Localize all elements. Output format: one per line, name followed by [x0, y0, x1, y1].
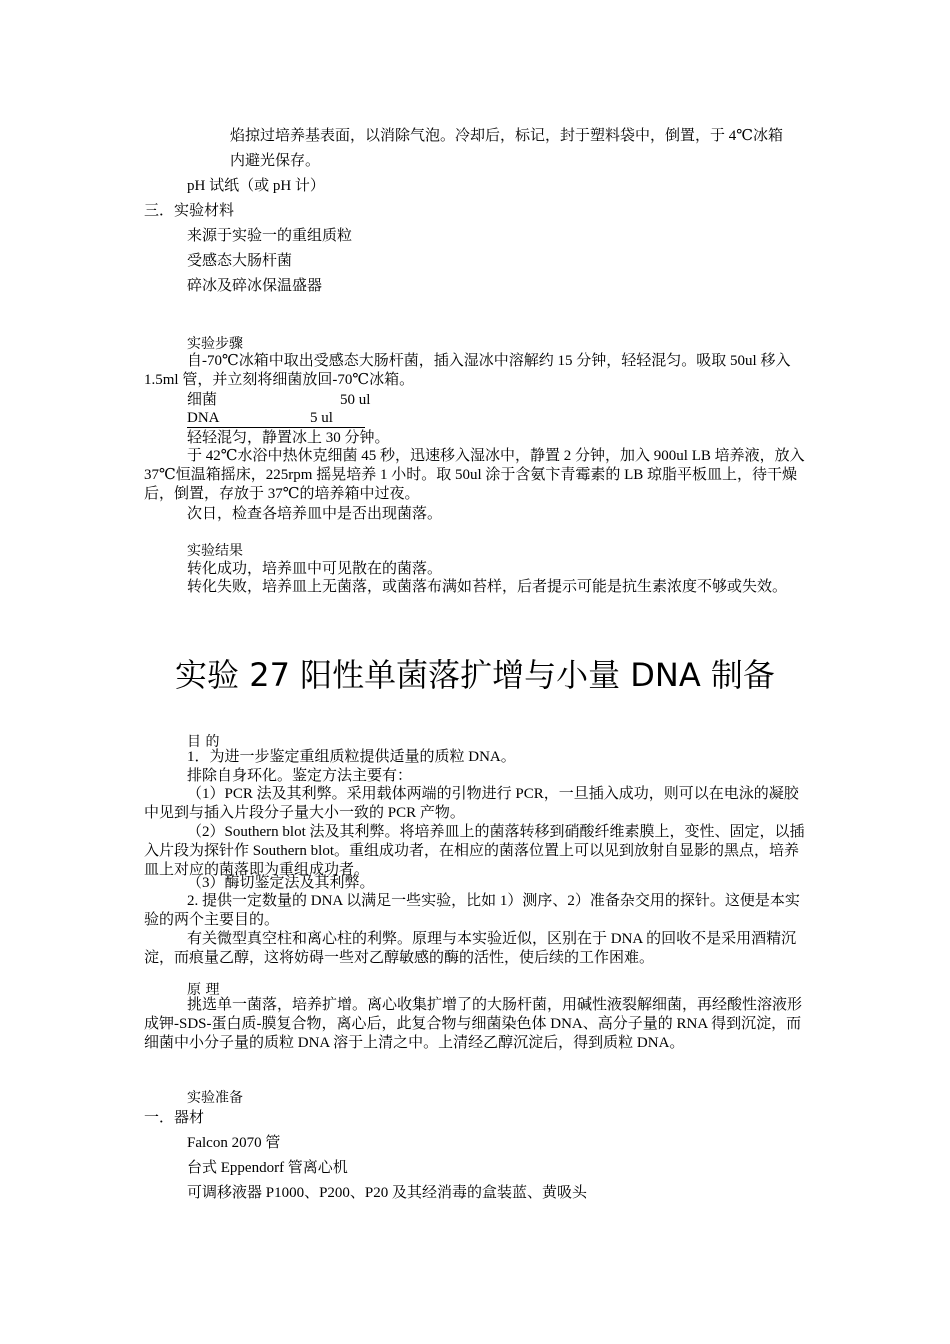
- steps-heading: 实验步骤: [187, 336, 243, 352]
- material-item: 受感态大肠杆菌: [187, 253, 293, 269]
- equipment-item: 可调移液器 P1000、P200、P20 及其经消毒的盒装蓝、黄吸头: [187, 1185, 588, 1201]
- purpose-paragraph-enzyme: （3）酶切鉴定法及其利弊。: [187, 875, 375, 891]
- purpose-paragraph-2: 排除自身环化。鉴定方法主要有：: [187, 768, 413, 784]
- material-item: 碎冰及碎冰保温盛器: [187, 278, 323, 294]
- result-paragraph-1: 转化成功，培养皿中可见散在的菌落。: [187, 561, 443, 577]
- mix-row-bacteria-volume: 50 ul: [340, 392, 371, 408]
- mix-row-dna: [187, 409, 365, 428]
- purpose-paragraph-pcr: （1）PCR 法及其利弊。采用载体两端的引物进行 PCR，一旦插入成功，则可以在电泳的凝胶中见到与插入片段分子量大小一致的 PCR 产物。: [144, 786, 799, 821]
- material-item: 来源于实验一的重组质粒: [187, 228, 353, 244]
- purpose-paragraph-dna-supply: 2. 提供一定数量的 DNA 以满足一些实验，比如 1）测序、2）准备杂交用的探针。这便是本实验的两个主要目的。: [144, 893, 800, 928]
- experiment-title: 实验 27 阳性单菌落扩增与小量 DNA 制备: [175, 656, 775, 694]
- step-paragraph-4: 次日，检查各培养皿中是否出现菌落。: [187, 506, 443, 522]
- preparation-heading: 实验准备: [187, 1090, 243, 1106]
- mix-row-bacteria-name: 细菌: [187, 392, 218, 408]
- purpose-paragraph-1: 1．为进一步鉴定重组质粒提供适量的质粒 DNA。: [187, 749, 516, 765]
- purpose-heading: 目 的: [187, 734, 220, 750]
- equipment-heading: 一．器材: [144, 1110, 205, 1126]
- step-paragraph-1: 自-70℃冰箱中取出受感态大肠杆菌，插入湿冰中溶解约 15 分钟，轻轻混匀。吸取 50ul 移入 1.5ml 管，并立刻将细菌放回-70℃冰箱。: [144, 353, 791, 388]
- mix-row-dna-name: DNA: [187, 410, 220, 426]
- results-heading: 实验结果: [187, 543, 243, 559]
- ph-paper-item: pH 试纸（或 pH 计）: [187, 178, 325, 194]
- equipment-item: Falcon 2070 管: [187, 1135, 281, 1151]
- prev-continuation-line-2: 内避光保存。: [230, 153, 321, 169]
- mix-row-dna-volume: 5 ul: [310, 410, 333, 426]
- step-paragraph-2: 轻轻混匀，静置冰上 30 分钟。: [187, 430, 390, 446]
- principle-paragraph: 挑选单一菌落，培养扩增。离心收集扩增了的大肠杆菌，用碱性液裂解细菌，再经酸性溶液形成钾-SDS-蛋白质-膜复合物，离心后，此复合物与细菌染色体 DNA、高分子量的 RNA 得到沉淀，而细菌中小分子量的质粒 DNA 溶于上清之中。上清经乙醇沉淀后，得到质粒 DNA。: [144, 997, 803, 1051]
- purpose-paragraph-columns: 有关微型真空柱和离心柱的利弊。原理与本实验近似，区别在于 DNA 的回收不是采用酒精沉淀，而痕量乙醇，这将妨碍一些对乙醇敏感的酶的活性，使后续的工作困难。: [144, 931, 797, 966]
- equipment-item: 台式 Eppendorf 管离心机: [187, 1160, 348, 1176]
- prev-continuation-line-1: 焰掠过培养基表面，以消除气泡。冷却后，标记，封于塑料袋中，倒置，于 4℃冰箱: [230, 128, 784, 144]
- purpose-paragraph-southern: （2）Southern blot 法及其利弊。将培养皿上的菌落转移到硝酸纤维素膜上，变性、固定，以插入片段为探针作 Southern blot。重组成功者，在相应的菌落位置上可以见到放射自显影的黑点，培养皿上对应的菌落即为重组成功者。: [144, 824, 805, 878]
- step-paragraph-3: 于 42℃水浴中热休克细菌 45 秒，迅速移入湿冰中，静置 2 分钟，加入 900ul LB 培养液，放入 37℃恒温箱摇床，225rpm 摇晃培养 1 小时。取 50ul 涂于含氨卞青霉素的 LB 琼脂平板皿上，待干燥后，倒置，存放于 37℃的培养箱中过夜。: [144, 448, 805, 502]
- principle-heading: 原 理: [187, 982, 220, 998]
- materials-heading: 三．实验材料: [144, 203, 235, 219]
- result-paragraph-2: 转化失败，培养皿上无菌落，或菌落布满如苔样，后者提示可能是抗生素浓度不够或失效。: [187, 579, 788, 595]
